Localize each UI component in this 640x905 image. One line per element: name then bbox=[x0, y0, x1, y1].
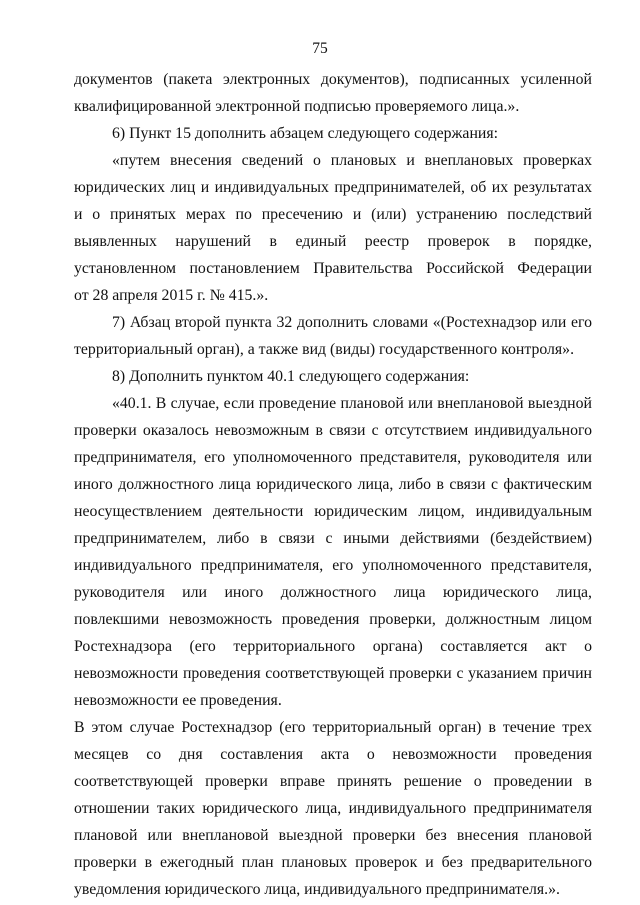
paragraph-clause-40-1: «40.1. В случае, если проведение плановой или внеплановой выездной проверки оказалось невозможным в связи с отсутствием индивидуального предпринимателя, его уполномоченного представителя, руководителя или иного должностного лица юридического лица, либо в связи с фактическим неосуществлением деятельности юридическим лицом, индивидуальным предпринимателем, либо в связи с иными действиями (бездействием) индивидуального предпринимателя, его уполномоченного представителя, руководителя или иного должностного лица юридического лица, повлекшими невозможность проведения проверки, должностным лицом Ростехнадзора (его территориального органа) составляется акт о невозможности проведения соответствующей проверки с указанием причин невозможности ее проведения. bbox=[74, 395, 592, 709]
page-number: 75 bbox=[312, 40, 328, 57]
paragraph-clause-40-1-continued: В этом случае Ростехнадзор (его территориальный орган) в течение трех месяцев со дня составления акта о невозможности проведения соответствующей проверки вправе принять решение о проведении в отношении таких юридического лица, индивидуального предпринимателя плановой или внеплановой выездной проверки без внесения плановой проверки в ежегодный план плановых проверок и без предварительного уведомления юридического лица, индивидуального предпринимателя.». bbox=[74, 719, 592, 898]
paragraph-item-8: 8) Дополнить пунктом 40.1 следующего содержания: bbox=[112, 368, 470, 385]
paragraph-continuation: документов (пакета электронных документов), подписанных усиленной квалифицированной электронной подписью проверяемого лица.». bbox=[74, 71, 592, 115]
paragraph-quote-registry-end: от 28 апреля 2015 г. № 415.». bbox=[74, 287, 269, 304]
paragraph-item-7: 7) Абзац второй пункта 32 дополнить словами «(Ростехнадзор или его территориальный орган), а также вид (виды) государственного контроля». bbox=[74, 314, 592, 358]
paragraph-item-6: 6) Пункт 15 дополнить абзацем следующего содержания: bbox=[112, 125, 499, 142]
document-body bbox=[74, 66, 592, 903]
paragraph-quote-registry: «путем внесения сведений о плановых и внеплановых проверках юридических лиц и индивидуальных предпринимателей, об их результатах и о принятых мерах по пресечению и (или) устранению последствий выявленных нарушений в единый реестр проверок в порядке, установленном постановлением Правительства Российской Федерации bbox=[74, 152, 592, 277]
